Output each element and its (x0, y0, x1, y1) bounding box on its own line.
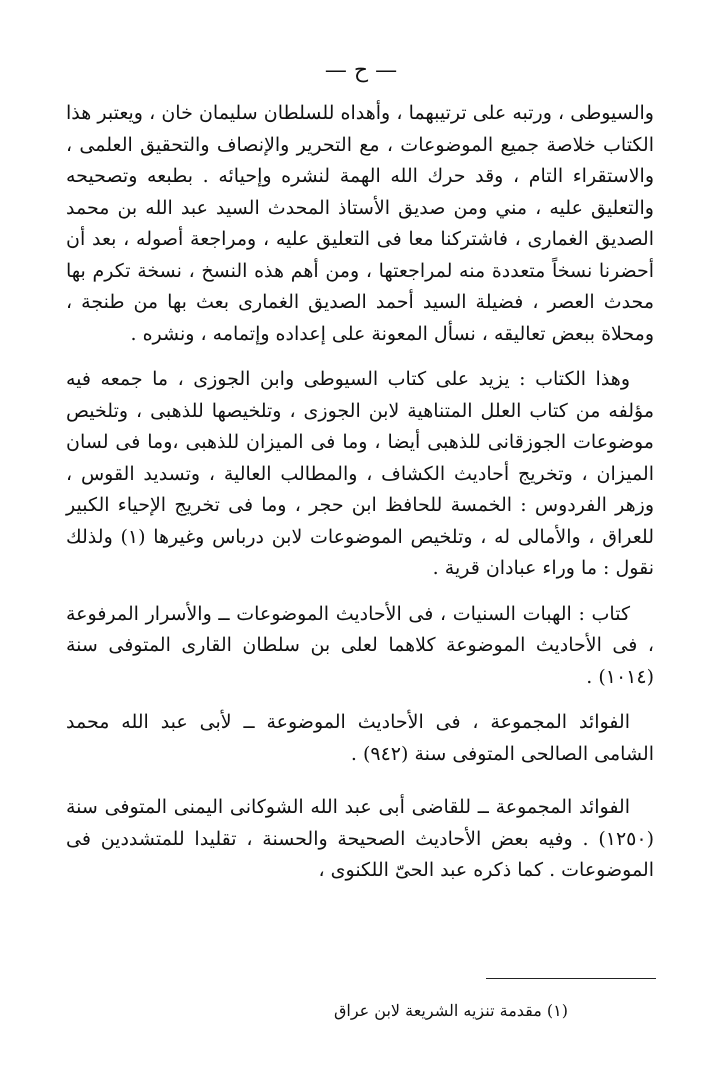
paragraph-hibat-saniyat: كتاب : الهبات السنيات ، فى الأحاديث الموضوعات ــ والأسرار المرفوعة ، فى الأحاديث الموضوعة كلاهما لعلى بن سلطان القارى المتوفى سنة (١٠١٤) . (66, 602, 654, 688)
paragraph-fawaid-shami: الفوائد المجموعة ، فى الأحاديث الموضوعة ــ لأبى عبد الله محمد الشامى الصالحى المتوفى سنة (٩٤٢) . (66, 711, 654, 765)
page-number: — ح — (324, 58, 398, 83)
paragraph-intro-continuation: والسيوطى ، ورتبه على ترتيبهما ، وأهداه للسلطان سليمان خان ، ويعتبر هذا الكتاب خلاصة جميع الموضوعات ، مع التحرير والإنصاف والتحقيق العلمى ، والاستقراء التام ، وقد حرك الله الهمة لنشره وإحيائه . بطبعه وتصحيحه والتعليق عليه ، مني ومن صديق الأستاذ المحدث السيد عبد الله بن محمد الصديق الغمارى ، فاشتركنا معا فى التعليق عليه ، ومراجعة أصوله ، بعد أن أحضرنا نسخاً متعددة منه لمراجعتها ، ومن أهم هذه النسخ ، نسخة تكرم بها محدث العصر ، فضيلة السيد أحمد الصديق الغمارى بعث بها من طنجة ، ومحلاة ببعض تعاليقه ، نسأل المعونة على إعداده وإتمامه ، ونشره . (66, 102, 654, 345)
paragraph-fawaid-shawkani: الفوائد المجموعة ــ للقاضى أبى عبد الله الشوكانى اليمنى المتوفى سنة (١٢٥٠) . وفيه بعض الأحاديث الصحيحة والحسنة ، تقليدا للمتشددين فى الموضوعات . كما ذكره عبد الحىّ اللكنوى ، (66, 796, 654, 881)
footnote: (١) مقدمة تنزيه الشريعة لابن عراق (333, 1001, 568, 1020)
paragraph-book-contents: وهذا الكتاب : يزيد على كتاب السيوطى وابن الجوزى ، ما جمعه فيه مؤلفه من كتاب العلل المتناهية لابن الجوزى ، وتلخيصها للذهبى ، وتلخيص موضوعات الجوزقانى للذهبى أيضا ، وما فى الميزان للذهبى ،وما فى لسان الميزان ، وتخريج أحاديث الكشاف ، والمطالب العالية ، وتسديد القوس ، وزهر الفردوس : الخمسة للحافظ ابن حجر ، وما فى تخريج الإحياء الكبير للعراق ، والأمالى له ، وتلخيص الموضوعات لابن درباس وغيرها (١) ولذلك نقول : ما وراء عبادان قرية . (66, 368, 654, 579)
main-text-body (66, 98, 654, 887)
footnote-divider (486, 978, 656, 979)
